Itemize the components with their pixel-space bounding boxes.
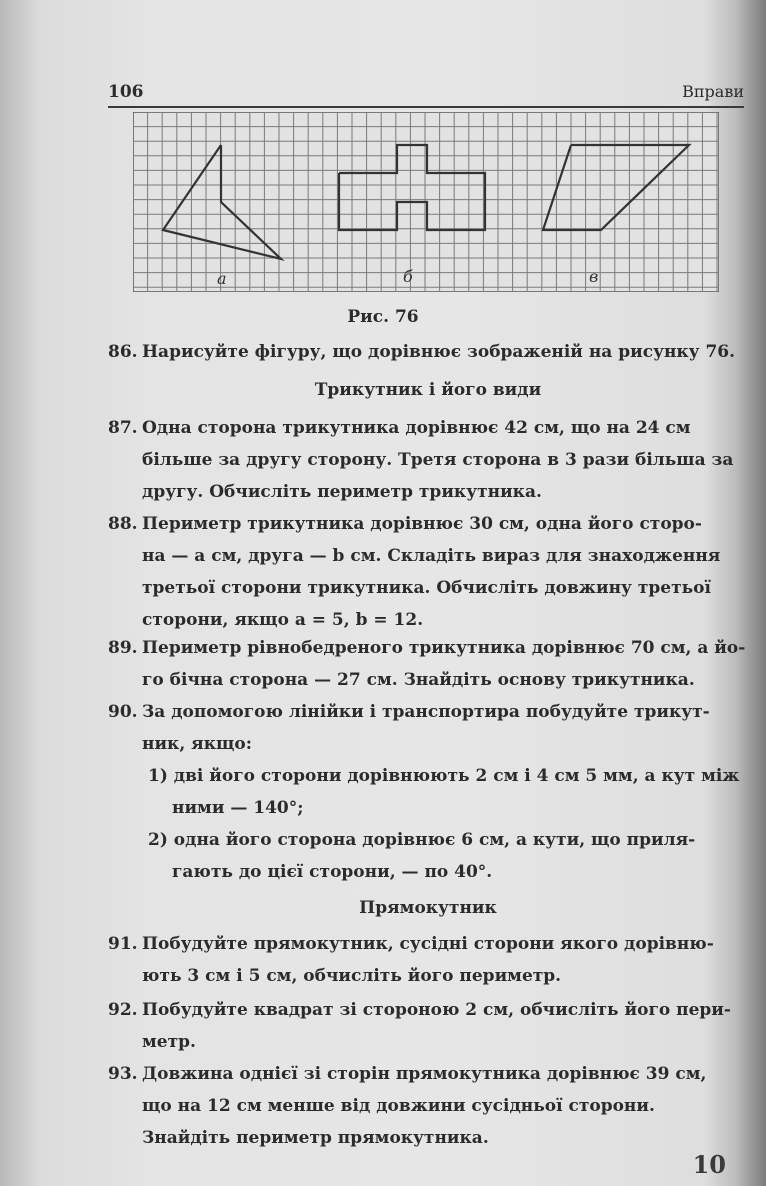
task-93 [108, 1058, 748, 1154]
task-line: метр. [142, 1032, 196, 1052]
task-number: 87. [108, 418, 138, 438]
task-line: ник, якщо: [142, 734, 253, 754]
task-87 [108, 412, 748, 508]
task-line: Знайдіть периметр прямокутника. [142, 1128, 489, 1148]
task-line: Довжина однієї зі сторін прямокутника дорівнює 39 см, [142, 1064, 707, 1084]
task-line: Одна сторона трикутника дорівнює 42 см, що на 24 см [142, 418, 691, 438]
task-line: 1) дві його сторони дорівнюють 2 см і 4 см 5 мм, а кут між [148, 766, 740, 786]
task-86 [108, 336, 748, 368]
task-text: Нарисуйте фігуру, що дорівнює зображеній на рисунку 76. [142, 342, 736, 362]
task-number: 91. [108, 934, 138, 954]
task-number: 93. [108, 1064, 138, 1084]
task-number: 90. [108, 702, 138, 722]
task-line: За допомогою лінійки і транспортира побудуйте трикут- [142, 702, 710, 722]
task-line: гають до цієї сторони, — по 40°. [172, 862, 493, 882]
page-header [108, 80, 744, 108]
grid-figure [133, 112, 719, 292]
task-line: 2) одна його сторона дорівнює 6 см, а кути, що приля- [148, 830, 696, 850]
page-edge-shadow [0, 0, 40, 1186]
task-line: сторони, якщо a = 5, b = 12. [142, 610, 424, 630]
task-88 [108, 508, 748, 636]
task-90-subitem-2 [148, 824, 748, 888]
task-line: го бічна сторона — 27 см. Знайдіть основу трикутника. [142, 670, 695, 690]
task-number: 89. [108, 638, 138, 658]
task-line: другу. Обчисліть периметр трикутника. [142, 482, 542, 502]
page-number: 106 [108, 82, 144, 102]
figure-76 [133, 112, 719, 296]
task-line: Периметр рівнобедреного трикутника дорівнює 70 см, а йо- [142, 638, 746, 658]
task-line: більше за другу сторону. Третя сторона в 3 рази більша за [142, 450, 734, 470]
task-number: 92. [108, 1000, 138, 1020]
footer-mark: 10 [692, 1150, 726, 1179]
task-line: ють 3 см і 5 см, обчисліть його периметр. [142, 966, 562, 986]
task-number: 86. [108, 342, 138, 362]
task-number: 88. [108, 514, 138, 534]
figure-label-c: в [589, 267, 599, 286]
task-line: ними — 140°; [172, 798, 304, 818]
task-92 [108, 994, 748, 1058]
task-90 [108, 696, 748, 760]
task-line: що на 12 см менше від довжини сусідньої сторони. [142, 1096, 655, 1116]
task-90-subitem-1 [148, 760, 748, 824]
section-title: Вправи [682, 82, 744, 101]
task-line: Побудуйте квадрат зі стороною 2 см, обчисліть його пери- [142, 1000, 731, 1020]
section-heading-triangle: Трикутник і його види [314, 380, 542, 400]
task-91 [108, 928, 748, 992]
figure-label-b: б [403, 267, 413, 286]
task-89 [108, 632, 748, 696]
task-line: третьої сторони трикутника. Обчисліть довжину третьої [142, 578, 711, 598]
figure-caption: Рис. 76 [347, 307, 419, 327]
task-line: Побудуйте прямокутник, сусідні сторони якого дорівню- [142, 934, 714, 954]
figure-label-a: а [217, 269, 227, 288]
task-line: Периметр трикутника дорівнює 30 см, одна його сторо- [142, 514, 702, 534]
task-line: на — a см, друга — b см. Складіть вираз для знаходження [142, 546, 721, 566]
section-heading-rectangle: Прямокутник [359, 898, 497, 918]
